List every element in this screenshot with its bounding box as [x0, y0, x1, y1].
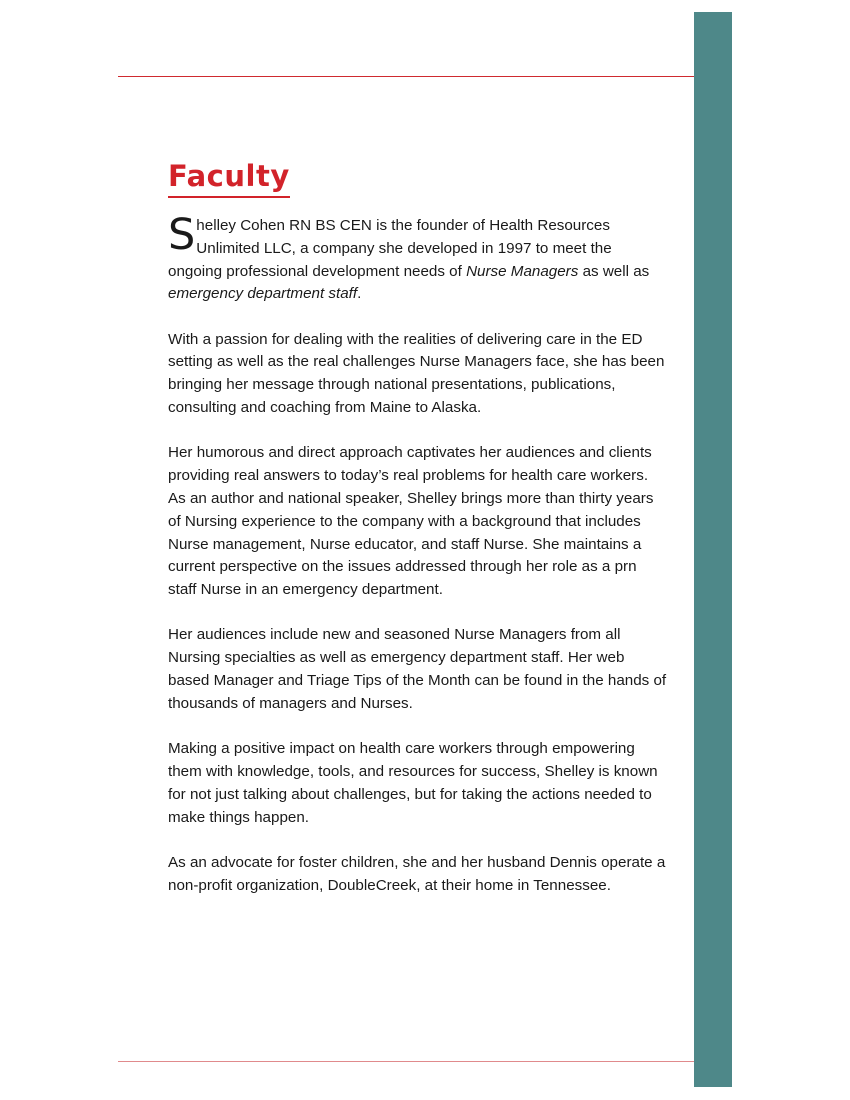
intro-emphasis-nurse-managers: Nurse Managers	[466, 262, 579, 280]
bio-paragraph-advocacy: As an advocate for foster children, she and her husband Dennis operate a non-profit organization, DoubleCreek, at their home in Tennessee.	[168, 853, 666, 894]
intro-text-a: helley Cohen RN BS CEN is the founder of Health Resources Unlimited LLC, a company she developed in 1997 to meet the ongoing professional development needs of	[168, 217, 612, 280]
side-color-band	[694, 12, 732, 1087]
faculty-section	[168, 156, 668, 920]
bio-paragraph-intro	[168, 210, 668, 306]
intro-emphasis-ed-staff: emergency department staff	[168, 285, 358, 303]
bio-paragraph-audiences: Her audiences include new and seasoned Nurse Managers from all Nursing specialties as well as emergency department staff. Her web based Manager and Triage Tips of the Month can be found in the hands of thousands of managers and Nurses.	[168, 626, 667, 712]
bottom-divider	[118, 1061, 694, 1062]
bio-paragraph-approach: Her humorous and direct approach captivates her audiences and clients providing real answers to today’s real problems for health care workers. As an author and national speaker, Shelley brings more than thirty years of Nursing experience to the company with a background that includes Nurse management, Nurse educator, and staff Nurse. She maintains a current perspective on the issues addressed through her role as a prn staff Nurse in an emergency department.	[168, 444, 654, 599]
intro-text-c: .	[357, 285, 362, 303]
bio-paragraph-passion: With a passion for dealing with the realities of delivering care in the ED setting as well as the real challenges Nurse Managers face, she has been bringing her message through national presentations, publications, consulting and coaching from Maine to Alaska.	[168, 330, 665, 417]
bio-paragraph-impact: Making a positive impact on health care workers through empowering them with knowledge, tools, and resources for success, Shelley is known for not just talking about challenges, but for taking the actions needed to make things happen.	[168, 740, 658, 826]
intro-text-b: as well as	[578, 262, 650, 280]
drop-cap: S	[168, 210, 196, 260]
top-divider	[118, 76, 694, 77]
page-title: Faculty	[168, 156, 290, 198]
